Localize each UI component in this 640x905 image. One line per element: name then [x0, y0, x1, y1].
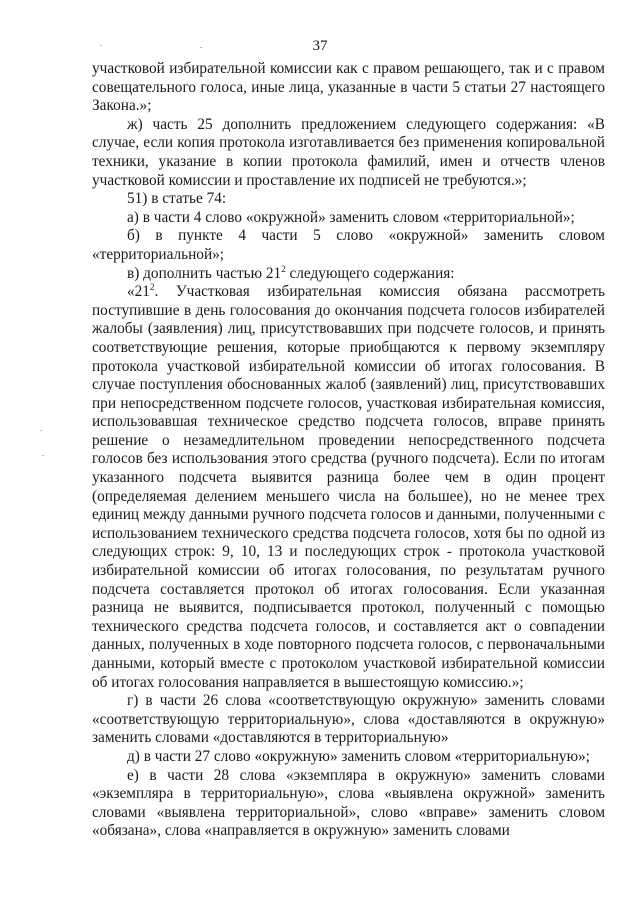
- text-before: «21: [127, 283, 150, 301]
- text-after: следующего содержания:: [285, 264, 455, 282]
- paragraph-item-a: а) в части 4 слово «окружной» заменить словом «территориальной»;: [127, 208, 575, 226]
- page-number: 37: [312, 38, 328, 54]
- document-body: [92, 60, 605, 841]
- scan-speck: [100, 45, 102, 46]
- paragraph-item-e: е) в части 28 слова «экземпляра в окружную» заменить словами «экземпляра в территориальную», слова «выявлена окружной» заменить словами «выявлена территориальной», слово «вправе» заменить словом «обязана», слова «направляется в окружную» заменить словами: [92, 766, 605, 840]
- paragraph-item-51: 51) в статье 74:: [127, 190, 227, 208]
- text-before: в) дополнить частью 21: [127, 264, 282, 282]
- paragraph-part-21-2: [92, 283, 605, 692]
- paragraph-item-b: б) в пункте 4 части 5 слово «окружной» заменить словом «территориальной»;: [92, 227, 605, 263]
- superscript: 2: [281, 263, 286, 274]
- paragraph-continuation: участковой избирательной комиссии как с правом решающего, так и с правом совещательного голоса, иные лица, указанные в части 5 статьи 27 настоящего Закона.»;: [92, 60, 605, 115]
- scan-speck: [200, 47, 202, 48]
- paragraph-item-v: [92, 265, 605, 284]
- scan-speck: [40, 430, 42, 431]
- paragraph-item-zh: ж) часть 25 дополнить предложением следующего содержания: «В случае, если копия протокола изготавливается без применения копировальной техники, указание в копии протокола фамилий, имен и отчеств членов участковой комиссии и проставление их подписей не требуются.»;: [92, 115, 605, 189]
- scan-speck: [42, 455, 44, 456]
- text-after: . Участковая избирательная комиссия обязана рассмотреть поступившие в день голосования до окончания подсчета голосов избирателей жалобы (заявления) лиц, присутствовавших при подсчете голосов, и принять соответствующие решения, которые приобщаются к первому экземпляру протокола участковой избирательной комиссии об итогах голосования. В случае поступления обоснованных жалоб (заявлений) лиц, присутствовавших при непосредственном подсчете голосов, участковая избирательная комиссия, использовавшая техническое средство подсчета голосов, вправе принять решение о незамедлительном проведении непосредственного подсчета голосов без использования этого средства (ручного подсчета). Если по итогам указанного подсчета выявится разница более чем в один процент (определяемая делением меньшего числа на большее), но не менее трех единиц между данными ручного подсчета голосов и данными, полученными с использованием технического средства подсчета голосов, хотя бы по одной из следующих строк: 9, 10, 13 и последующих строк - протокола участковой избирательной комиссии об итогах голосования, по результатам ручного подсчета составляется протокол об итогах голосования. Если указанная разница не выявится, подписывается протокол, полученный с помощью технического средства подсчета голосов, и составляется акт о совпадении данных, полученных в ходе повторного подсчета голосов, с первоначальными данными, который вместе с протоколом участковой избирательной комиссии об итогах голосования направляется в вышестоящую комиссию.»;: [92, 283, 605, 691]
- superscript: 2: [149, 282, 155, 293]
- paragraph-item-d: д) в части 27 слово «окружную» заменить словом «территориальную»;: [127, 747, 590, 765]
- paragraph-item-g: г) в части 26 слова «соответствующую окружную» заменить словами «соответствующую территориальную», слова «доставляются в окружную» заменить словами «доставляются в территориальную»: [92, 692, 605, 747]
